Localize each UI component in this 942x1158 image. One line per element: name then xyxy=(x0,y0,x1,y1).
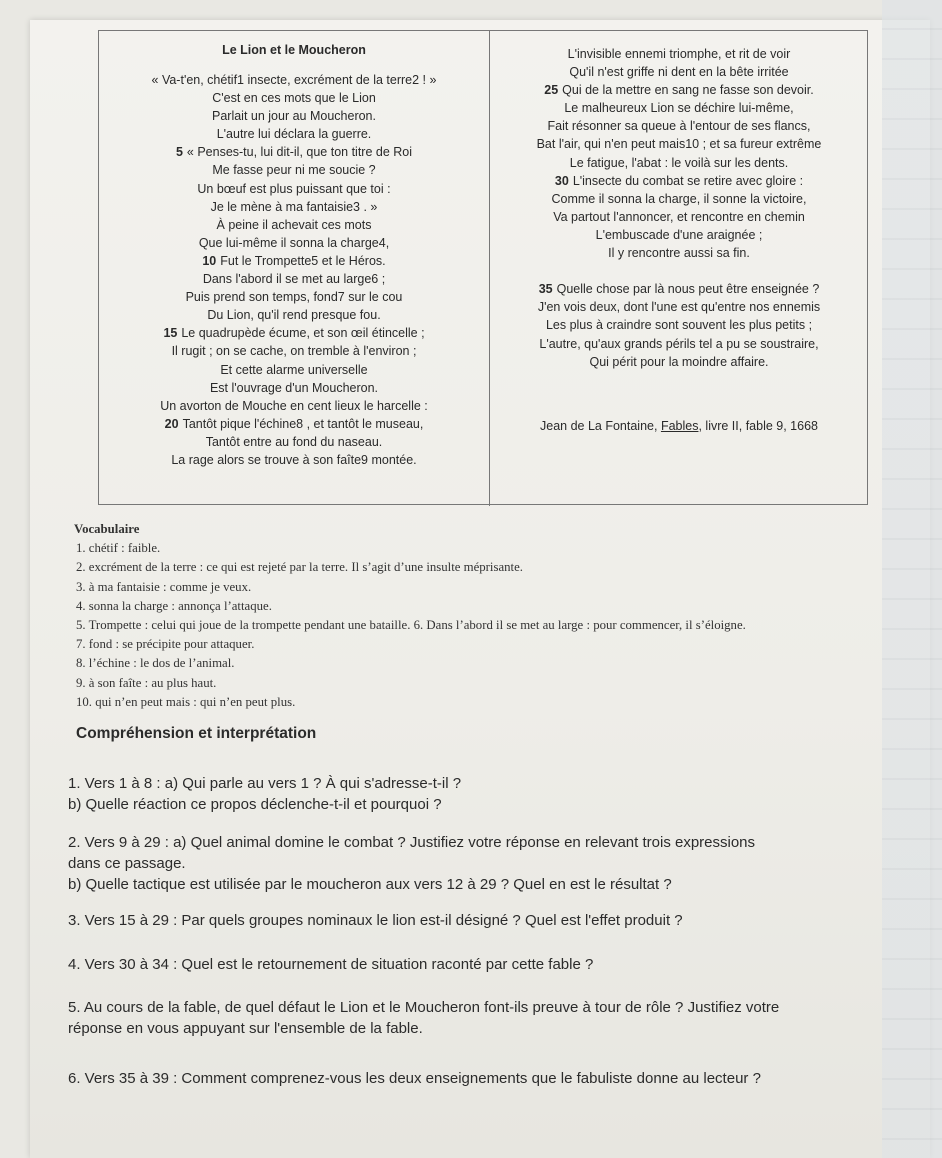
line-text: L'insecte du combat se retire avec gloire : xyxy=(572,173,804,188)
line-text: Le quadrupède écume, et son œil étincelle ; xyxy=(181,326,425,341)
line-text: Tantôt entre au fond du naseau. xyxy=(205,434,383,449)
poem-line xyxy=(99,415,489,433)
poem-line xyxy=(489,316,869,334)
attribution-work: Fables xyxy=(660,419,699,433)
line-text: Il y rencontre aussi sa fin. xyxy=(608,246,750,261)
question-item xyxy=(68,773,461,815)
poem-line xyxy=(99,198,489,216)
line-text: Bat l'air, qui n'en peut mais10 ; et sa fureur extrême xyxy=(536,137,822,152)
attribution-author: Jean de La Fontaine, xyxy=(540,419,661,433)
line-text: J'en vois deux, dont l'une est qu'entre nos ennemis xyxy=(537,300,821,315)
vocabulary-item: 3. à ma fantaisie : comme je veux. xyxy=(76,579,252,594)
poem-line xyxy=(489,154,869,172)
poem-line xyxy=(489,335,869,353)
vocabulary-item: 8. l’échine : le dos de l’animal. xyxy=(76,656,235,671)
line-text: Fut le Trompette5 et le Héros. xyxy=(220,253,386,268)
line-text: L'autre lui déclara la guerre. xyxy=(216,127,372,142)
line-text: Le fatigue, l'abat : le voilà sur les dents. xyxy=(569,155,789,170)
poem-line xyxy=(99,180,489,198)
question-line: 6. Vers 35 à 39 : Comment comprenez-vous les deux enseignements que le fabuliste donne au lecteur ? xyxy=(68,1070,761,1087)
line-number: 30 xyxy=(554,173,569,188)
line-text: Les plus à craindre sont souvent les plus petits ; xyxy=(545,318,813,333)
line-text: Et cette alarme universelle xyxy=(220,362,368,377)
question-item xyxy=(68,832,755,895)
line-number: 25 xyxy=(544,83,559,98)
line-number: 15 xyxy=(163,326,178,341)
line-text: Parlait un jour au Moucheron. xyxy=(212,109,376,124)
questions-title: Compréhension et interprétation xyxy=(76,725,317,742)
poem-line xyxy=(489,63,869,81)
poem-title: Le Lion et le Moucheron xyxy=(222,43,366,57)
poem-line xyxy=(99,71,489,89)
line-text: Qu'il n'est griffe ni dent en la bête irritée xyxy=(569,65,789,80)
poem-line xyxy=(489,298,869,316)
line-text: Il rugit ; on se cache, on tremble à l'environ ; xyxy=(171,344,417,359)
poem-line xyxy=(489,172,869,190)
question-item xyxy=(68,997,779,1039)
question-line: b) Quelle réaction ce propos déclenche-t-il et pourquoi ? xyxy=(68,796,442,813)
line-text: Me fasse peur ni me soucie ? xyxy=(212,163,376,178)
poem-line xyxy=(99,143,489,161)
poem-line xyxy=(489,45,869,63)
poem-line xyxy=(99,161,489,179)
line-text: « Va-t'en, chétif1 insecte, excrément de la terre2 ! » xyxy=(151,73,437,87)
poem-line xyxy=(489,99,869,117)
line-text: Que lui-même il sonna la charge4, xyxy=(198,235,390,250)
vocabulary-item: 10. qui n’en peut mais : qui n’en peut plus. xyxy=(76,694,296,709)
line-text: C'est en ces mots que le Lion xyxy=(212,91,376,106)
poem-line xyxy=(489,208,869,226)
line-text: L'embuscade d'une araignée ; xyxy=(595,227,763,242)
poem-line xyxy=(99,89,489,107)
question-line: 5. Au cours de la fable, de quel défaut le Lion et le Moucheron font-ils preuve à tour de rôle ? Justifiez votre xyxy=(68,999,780,1016)
poem-box xyxy=(98,30,868,505)
question-line: 1. Vers 1 à 8 : a) Qui parle au vers 1 ? À qui s'adresse-t-il ? xyxy=(68,775,462,792)
line-text: Va partout l'annoncer, et rencontre en chemin xyxy=(553,209,805,224)
poem-line xyxy=(99,324,489,342)
line-text: Dans l'abord il se met au large6 ; xyxy=(202,272,386,287)
poem-line xyxy=(99,342,489,360)
poem-line xyxy=(99,270,489,288)
question-line: b) Quelle tactique est utilisée par le moucheron aux vers 12 à 29 ? Quel en est le résultat ? xyxy=(68,876,672,893)
poem-line xyxy=(489,190,869,208)
line-text: À peine il achevait ces mots xyxy=(216,217,372,232)
vocabulary-section xyxy=(74,520,914,712)
poem-line xyxy=(99,361,489,379)
vocabulary-item: 9. à son faîte : au plus haut. xyxy=(76,675,217,690)
line-text: Tantôt pique l'échine8 , et tantôt le museau, xyxy=(182,416,424,431)
line-text: « Penses-tu, lui dit-il, que ton titre de Roi xyxy=(186,145,413,160)
line-text: Est l'ouvrage d'un Moucheron. xyxy=(209,380,379,395)
line-number: 5 xyxy=(175,145,183,160)
line-text: Qui de la mettre en sang ne fasse son devoir. xyxy=(562,83,814,98)
poem-line xyxy=(99,306,489,324)
poem-line xyxy=(99,216,489,234)
poem-line xyxy=(489,244,869,262)
question-line: dans ce passage. xyxy=(68,855,186,872)
poem-line xyxy=(489,262,869,280)
poem-line xyxy=(99,234,489,252)
line-text: L'invisible ennemi triomphe, et rit de voir xyxy=(567,47,791,61)
line-number: 10 xyxy=(202,253,217,268)
line-text: L'autre, qu'aux grands périls tel a pu se soustraire, xyxy=(539,336,819,351)
poem-line xyxy=(489,353,869,371)
questions-section xyxy=(68,723,938,1087)
line-text: Quelle chose par là nous peut être enseignée ? xyxy=(556,282,820,297)
question-item xyxy=(68,954,593,975)
poem-line xyxy=(99,379,489,397)
question-item xyxy=(68,910,683,931)
vocabulary-item: 7. fond : se précipite pour attaquer. xyxy=(76,637,255,652)
line-text: Fait résonner sa queue à l'entour de ses flancs, xyxy=(547,119,811,134)
line-text: Du Lion, qu'il rend presque fou. xyxy=(207,308,381,323)
question-line: 3. Vers 15 à 29 : Par quels groupes nominaux le lion est-il désigné ? Quel est l'effet produit ? xyxy=(68,912,683,929)
poem-line xyxy=(99,252,489,270)
line-text: La rage alors se trouve à son faîte9 montée. xyxy=(171,452,417,467)
line-number: 35 xyxy=(538,282,553,297)
line-text: Un bœuf est plus puissant que toi : xyxy=(197,181,391,196)
line-text: Qui périt pour la moindre affaire. xyxy=(589,354,769,369)
poem-line xyxy=(489,81,869,99)
poem-line xyxy=(489,226,869,244)
attribution-details: , livre II, fable 9, 1668 xyxy=(698,419,818,433)
poem-line xyxy=(99,288,489,306)
poem-left-lines xyxy=(99,71,489,469)
question-line: 4. Vers 30 à 34 : Quel est le retournement de situation raconté par cette fable ? xyxy=(68,956,594,973)
line-number: 20 xyxy=(164,416,179,431)
poem-line xyxy=(99,397,489,415)
poem-line xyxy=(99,107,489,125)
poem-attribution xyxy=(489,417,869,435)
poem-line xyxy=(99,451,489,469)
vocabulary-item: 5. Trompette : celui qui joue de la trompette pendant une bataille. 6. Dans l’abord il se met au large : pour commencer, il s’éloigne. xyxy=(76,618,746,633)
question-line: réponse en vous appuyant sur l'ensemble de la fable. xyxy=(68,1020,423,1037)
line-text: Comme il sonna la charge, il sonne la victoire, xyxy=(551,191,807,206)
poem-right-lines xyxy=(489,45,869,371)
line-text: Le malheureux Lion se déchire lui-même, xyxy=(564,101,794,116)
line-text: Un avorton de Mouche en cent lieux le harcelle : xyxy=(160,398,428,413)
vocabulary-item: 4. sonna la charge : annonça l’attaque. xyxy=(76,598,272,613)
poem-line xyxy=(489,280,869,298)
poem-line xyxy=(99,433,489,451)
poem-line xyxy=(99,125,489,143)
question-line: 2. Vers 9 à 29 : a) Quel animal domine le combat ? Justifiez votre réponse en relevant trois expressions xyxy=(68,834,756,851)
vocabulary-item: 1. chétif : faible. xyxy=(76,541,161,556)
line-text: Puis prend son temps, fond7 sur le cou xyxy=(185,290,403,305)
vocabulary-title: Vocabulaire xyxy=(74,522,140,536)
line-text: Je le mène à ma fantaisie3 . » xyxy=(210,199,378,214)
poem-line xyxy=(489,117,869,135)
vocabulary-list xyxy=(74,539,914,712)
poem-line xyxy=(489,135,869,153)
question-item xyxy=(68,1068,761,1089)
vocabulary-item: 2. excrément de la terre : ce qui est rejeté par la terre. Il s’agit d’une insulte méprisante. xyxy=(76,560,523,575)
